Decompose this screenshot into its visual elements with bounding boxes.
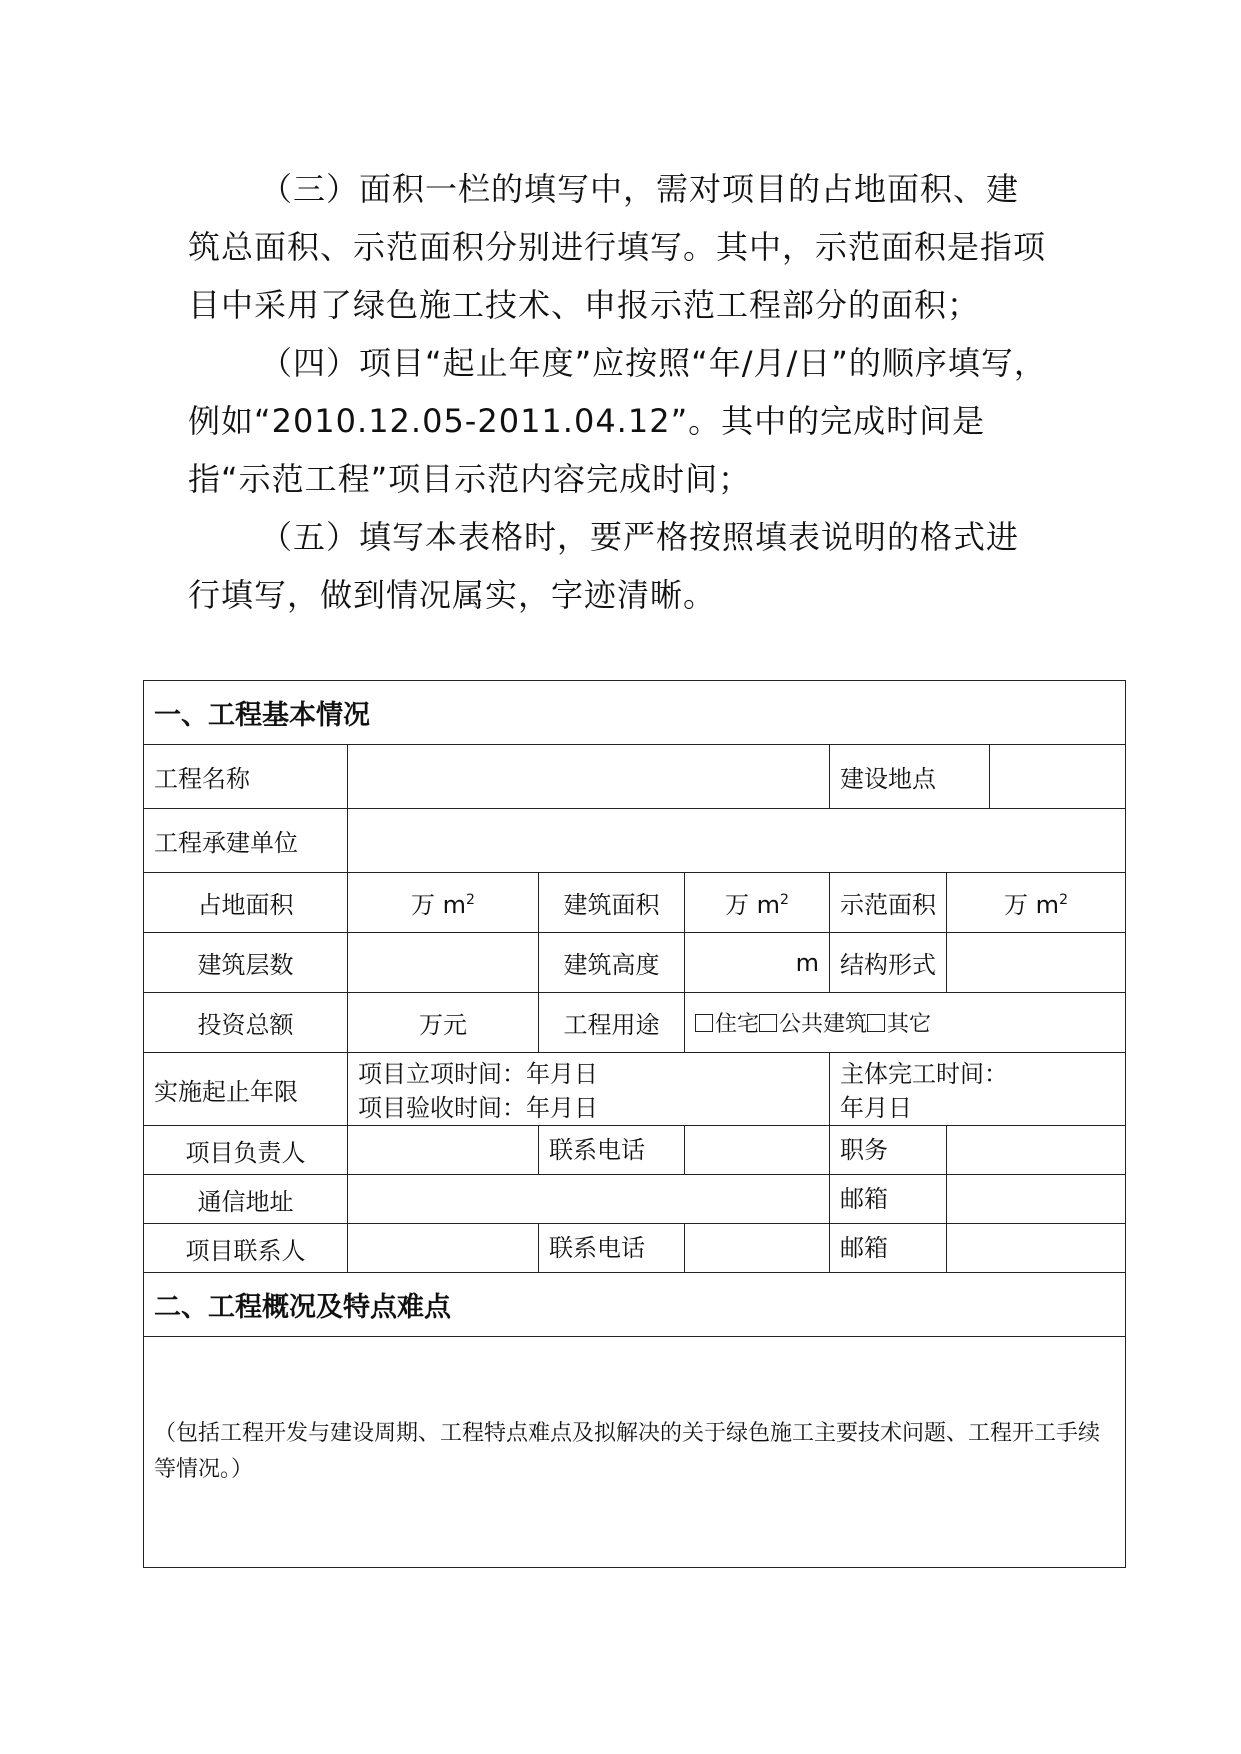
address-label: 通信地址 [144,1175,348,1224]
completion-time-value: 年月日 [840,1094,912,1122]
section1-title: 一、工程基本情况 [144,681,1126,745]
section2-hint: （包括工程开发与建设周期、工程特点难点及拟解决的关于绿色施工主要技术问题、工程开工手续等情况。） [154,1421,1101,1482]
completion-time-label: 主体完工时间： [840,1060,1008,1088]
acceptance-time-value: 年月日 [526,1094,598,1122]
build-location-field[interactable] [990,745,1126,809]
instruction-paragraph: （五）填写本表格时，要严格按照填表说明的格式进行填写，做到情况属实，字迹清晰。 [188,518,1020,614]
phone-field-1[interactable] [685,1126,830,1175]
height-unit: m [795,948,819,977]
height-label: 建筑高度 [539,933,685,993]
email-label-1: 邮箱 [830,1175,947,1224]
build-location-label: 建设地点 [830,745,990,809]
usage-option-other: 其它 [887,1012,932,1037]
building-area-field[interactable] [685,873,830,933]
building-area-unit: 万 m [725,891,781,919]
checkbox-public-building[interactable] [759,1014,777,1032]
floors-label: 建筑层数 [144,933,348,993]
phone-field-2[interactable] [685,1224,830,1273]
address-field[interactable] [348,1175,830,1224]
investment-field[interactable] [348,993,539,1053]
land-area-field[interactable] [348,873,539,933]
project-info-form [143,680,1126,1568]
structure-field[interactable] [947,933,1126,993]
demo-area-field[interactable] [947,873,1126,933]
contact-label: 项目联系人 [144,1224,348,1273]
approval-time-label: 项目立项时间： [358,1060,526,1088]
email-field-2[interactable] [947,1224,1126,1273]
period-label: 实施起止年限 [144,1053,348,1126]
acceptance-time-label: 项目验收时间： [358,1094,526,1122]
phone-label-1: 联系电话 [539,1126,685,1175]
checkbox-residential[interactable] [695,1014,713,1032]
position-field[interactable] [947,1126,1126,1175]
usage-options [685,993,1126,1053]
land-area-unit: 万 m [411,891,467,919]
instructions [188,160,1050,624]
project-name-field[interactable] [348,745,830,809]
leader-label: 项目负责人 [144,1126,348,1175]
email-field-1[interactable] [947,1175,1126,1224]
contact-field[interactable] [348,1224,539,1273]
approval-time-value: 年月日 [526,1060,598,1088]
completion-time[interactable] [830,1053,1126,1126]
structure-label: 结构形式 [830,933,947,993]
project-name-label: 工程名称 [144,745,348,809]
building-area-unit-sup: 2 [780,892,789,908]
demo-area-label: 示范面积 [830,873,947,933]
contractor-field[interactable] [348,809,1126,873]
building-area-label: 建筑面积 [539,873,685,933]
land-area-label: 占地面积 [144,873,348,933]
phone-label-2: 联系电话 [539,1224,685,1273]
approval-acceptance-times[interactable] [348,1053,830,1126]
instruction-paragraph: （四）项目“起止年度”应按照“年/月/日”的顺序填写，例如“2010.12.05-2011.04.12”。其中的完成时间是指“示范工程”项目示范内容完成时间； [188,344,1047,498]
floors-field[interactable] [348,933,539,993]
investment-label: 投资总额 [144,993,348,1053]
contractor-label: 工程承建单位 [144,809,348,873]
email-label-2: 邮箱 [830,1224,947,1273]
instruction-paragraph: （三）面积一栏的填写中，需对项目的占地面积、建筑总面积、示范面积分别进行填写。其中，示范面积是指项目中采用了绿色施工技术、申报示范工程部分的面积； [188,170,1047,324]
usage-option-public-building: 公共建筑 [779,1012,868,1037]
usage-option-residential: 住宅 [715,1012,760,1037]
usage-label: 工程用途 [539,993,685,1053]
demo-area-unit: 万 m [1004,891,1060,919]
position-label: 职务 [830,1126,947,1175]
checkbox-other[interactable] [867,1014,885,1032]
height-field[interactable] [685,933,830,993]
leader-field[interactable] [348,1126,539,1175]
section2-description-field[interactable] [144,1337,1126,1568]
investment-unit: 万元 [419,1011,467,1039]
demo-area-unit-sup: 2 [1059,892,1068,908]
section2-title: 二、工程概况及特点难点 [144,1273,1126,1337]
land-area-unit-sup: 2 [466,892,475,908]
